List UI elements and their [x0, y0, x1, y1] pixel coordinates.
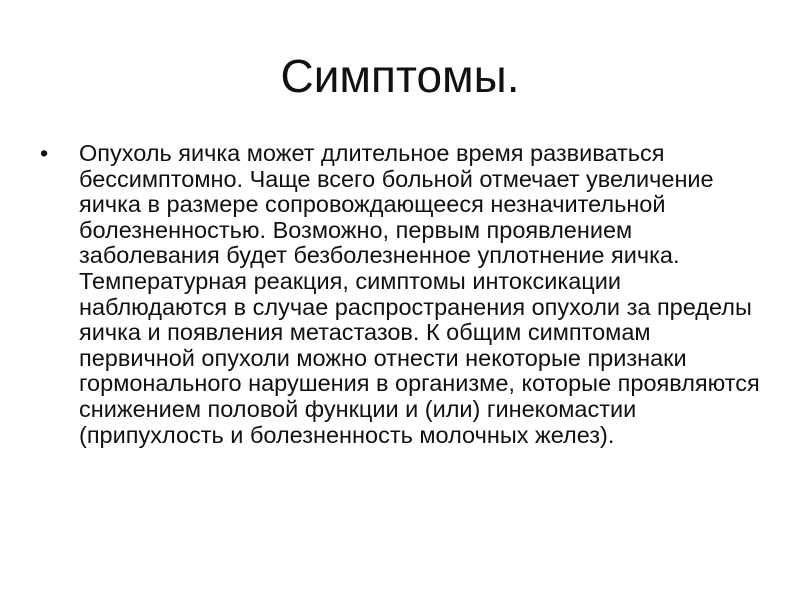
bullet-list — [40, 141, 770, 448]
bullet-item — [40, 141, 770, 448]
bullet-text: Опухоль яичка может длительное время развиваться бессимптомно. Чаще всего больной отмечает увеличение яичка в размере сопровождающееся незначительной болезненностью. Возможно, первым проявлением заболевания будет безболезненное уплотнение яичка. Температурная реакция, симптомы интоксикации наблюдаются в случае распространения опухоли за пределы яичка и появления метастазов. К общим симптомам первичной опухоли можно отнести некоторые признаки гормонального нарушения в организме, которые проявляются снижением половой функции и (или) гинекомастии (припухлость и болезненность молочных желез). — [79, 140, 760, 448]
bullet-marker: • — [40, 140, 49, 166]
slide-title: Симптомы. — [280, 50, 520, 102]
